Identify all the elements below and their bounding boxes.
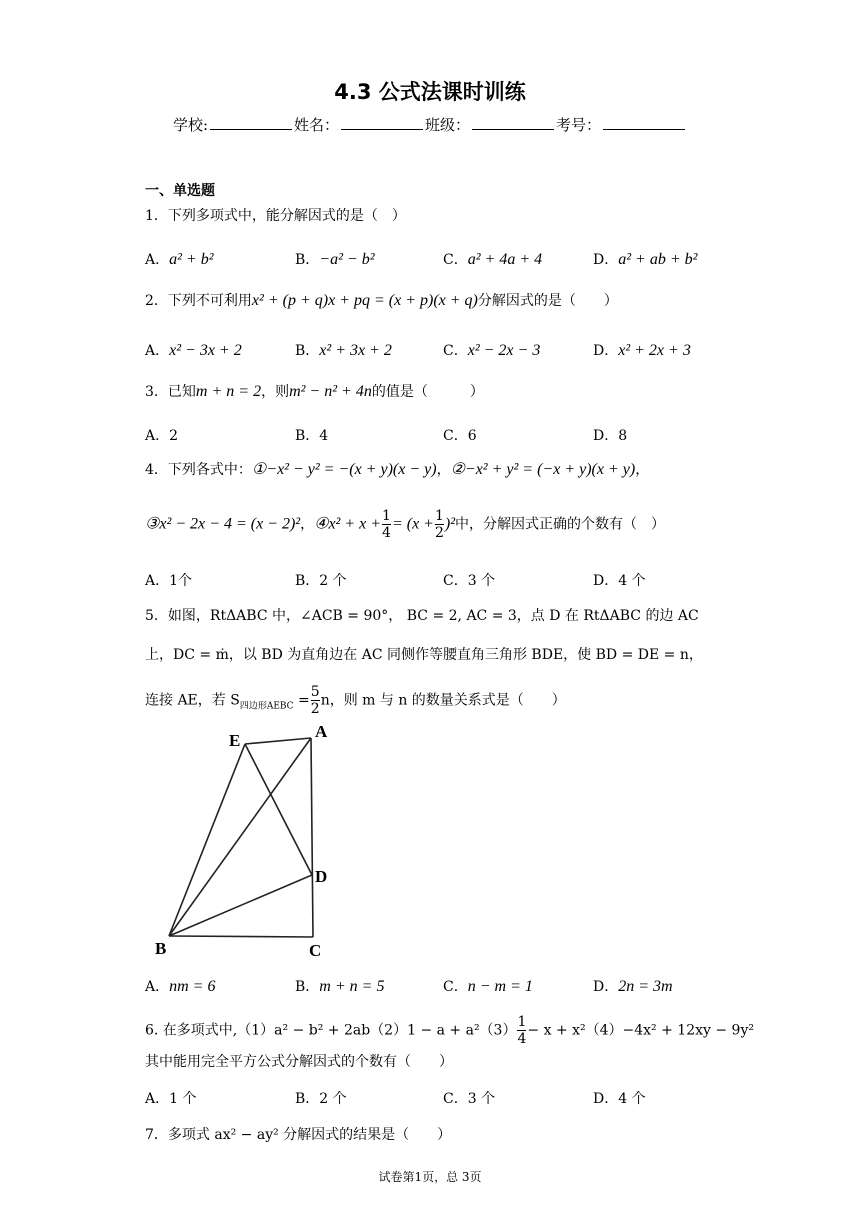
label-b: B	[155, 939, 167, 958]
q1-option-a: A．a² + b²	[145, 251, 214, 268]
q2-formula: x² + (p + q)x + pq = (x + p)(x + q)	[251, 292, 478, 309]
label-e: E	[229, 731, 241, 750]
q6-stem-line1: 6. 在多项式中,（1）a² − b² + 2ab（2）1 − a + a²（3） $\frac{1}{4}$ − x + x²（4）−4x² + 12xy − 9y²	[145, 1014, 754, 1047]
q2-option-b: B．x² + 3x + 2	[295, 342, 392, 359]
q2-stem: 2．下列不可利用x² + (p + q)x + pq = (x + p)(x + q)分解因式的是（ ）	[145, 292, 618, 309]
q7-stem: 7．多项式 ax² − ay² 分解因式的结果是（ ）	[145, 1127, 452, 1143]
q2-option-c: C．x² − 2x − 3	[443, 342, 541, 359]
q4-fraction-1: $\frac{1}{4}$	[382, 508, 391, 541]
q1-option-d: D．a² + ab + b²	[593, 251, 698, 268]
q5-stem-line2: 上，DC = ṁ，以 BD 为直角边在 AC 同侧作等腰直角三角形 BDE，使 BD = DE = n，	[145, 647, 703, 663]
label-a: A	[315, 722, 328, 741]
q4-fraction-2: $\frac{1}{2}$	[434, 508, 444, 541]
q5-stem-line3: 连接 AE，若 $S_{四边形AEBC}$ = $\frac{5}{2}$ n，则 m 与 n 的数量关系式是（ ）	[145, 684, 566, 717]
q4-stem-line2: ③x² − 2x − 4 = (x − 2)²，④x² + x + $\frac{1}{4}$ = (x + $\frac{1}{2}$ )²中，分解因式正确的个数有（ ）	[145, 508, 666, 541]
q6-option-b: B．2 个	[295, 1091, 347, 1107]
q1-stem: 1．下列多项式中，能分解因式的是（ ）	[145, 208, 406, 224]
q5-option-c: C．n − m = 1	[443, 978, 533, 995]
student-info-line	[0, 114, 860, 135]
edge-be	[169, 744, 245, 936]
q3-option-c: C．6	[443, 428, 477, 444]
class-blank	[472, 115, 554, 130]
q5-stem-line1: 5．如图，RtΔABC 中，∠ACB = 90°， BC = 2, AC = 3，点 D 在 RtΔABC 的边 AC	[145, 608, 699, 624]
q4-option-a: A．1个	[145, 573, 193, 589]
edge-ac	[311, 738, 313, 937]
q4-option-d: D．4 个	[593, 573, 646, 589]
class-label: 班级：	[425, 116, 471, 134]
page-title: 4.3 公式法课时训练	[334, 80, 526, 104]
q5-fraction: $\frac{5}{2}$	[310, 684, 320, 717]
exam-no-label: 考号：	[556, 116, 602, 134]
q5-option-b: B．m + n = 5	[295, 978, 385, 995]
q6-option-d: D．4 个	[593, 1091, 646, 1107]
edge-ed	[245, 744, 312, 875]
section-title: 一、单选题	[145, 183, 215, 199]
q1-option-c: C．a² + 4a + 4	[443, 251, 543, 268]
edge-ea	[245, 738, 311, 744]
q6-option-c: C．3 个	[443, 1091, 496, 1107]
q4-option-c: C．3 个	[443, 573, 496, 589]
edge-bc	[169, 936, 313, 937]
q6-stem-line2: 其中能用完全平方公式分解因式的个数有（ ）	[145, 1054, 453, 1070]
q2-option-d: D．x² + 2x + 3	[593, 342, 691, 359]
q3-option-d: D．8	[593, 428, 628, 444]
q5-option-d: D．2n = 3m	[593, 978, 673, 995]
school-blank	[210, 115, 292, 130]
q1-option-b: B．−a² − b²	[295, 251, 375, 268]
page-footer: 试卷第1页，总 3页	[378, 1170, 482, 1184]
q6-option-a: A．1 个	[145, 1091, 197, 1107]
q4-option-b: B．2 个	[295, 573, 347, 589]
q3-option-a: A．2	[145, 428, 179, 444]
q5-option-a: A．nm = 6	[145, 978, 216, 995]
q6-fraction: $\frac{1}{4}$	[517, 1014, 527, 1047]
school-label: 学校:	[172, 116, 208, 134]
exam-no-blank	[603, 115, 685, 130]
name-label: 姓名：	[294, 116, 340, 134]
q3-stem: 3．已知m + n = 2，则m² − n² + 4n的值是（ ）	[145, 383, 484, 400]
label-c: C	[309, 941, 322, 960]
q3-option-b: B．4	[295, 428, 329, 444]
label-d: D	[315, 867, 328, 886]
name-blank	[341, 115, 423, 130]
q2-option-a: A．x² − 3x + 2	[145, 342, 242, 359]
q4-stem-line1: 4．下列各式中：①−x² − y² = −(x + y)(x − y)，②−x² + y² = (−x + y)(x + y)，	[145, 461, 650, 478]
q5-figure	[145, 720, 345, 965]
